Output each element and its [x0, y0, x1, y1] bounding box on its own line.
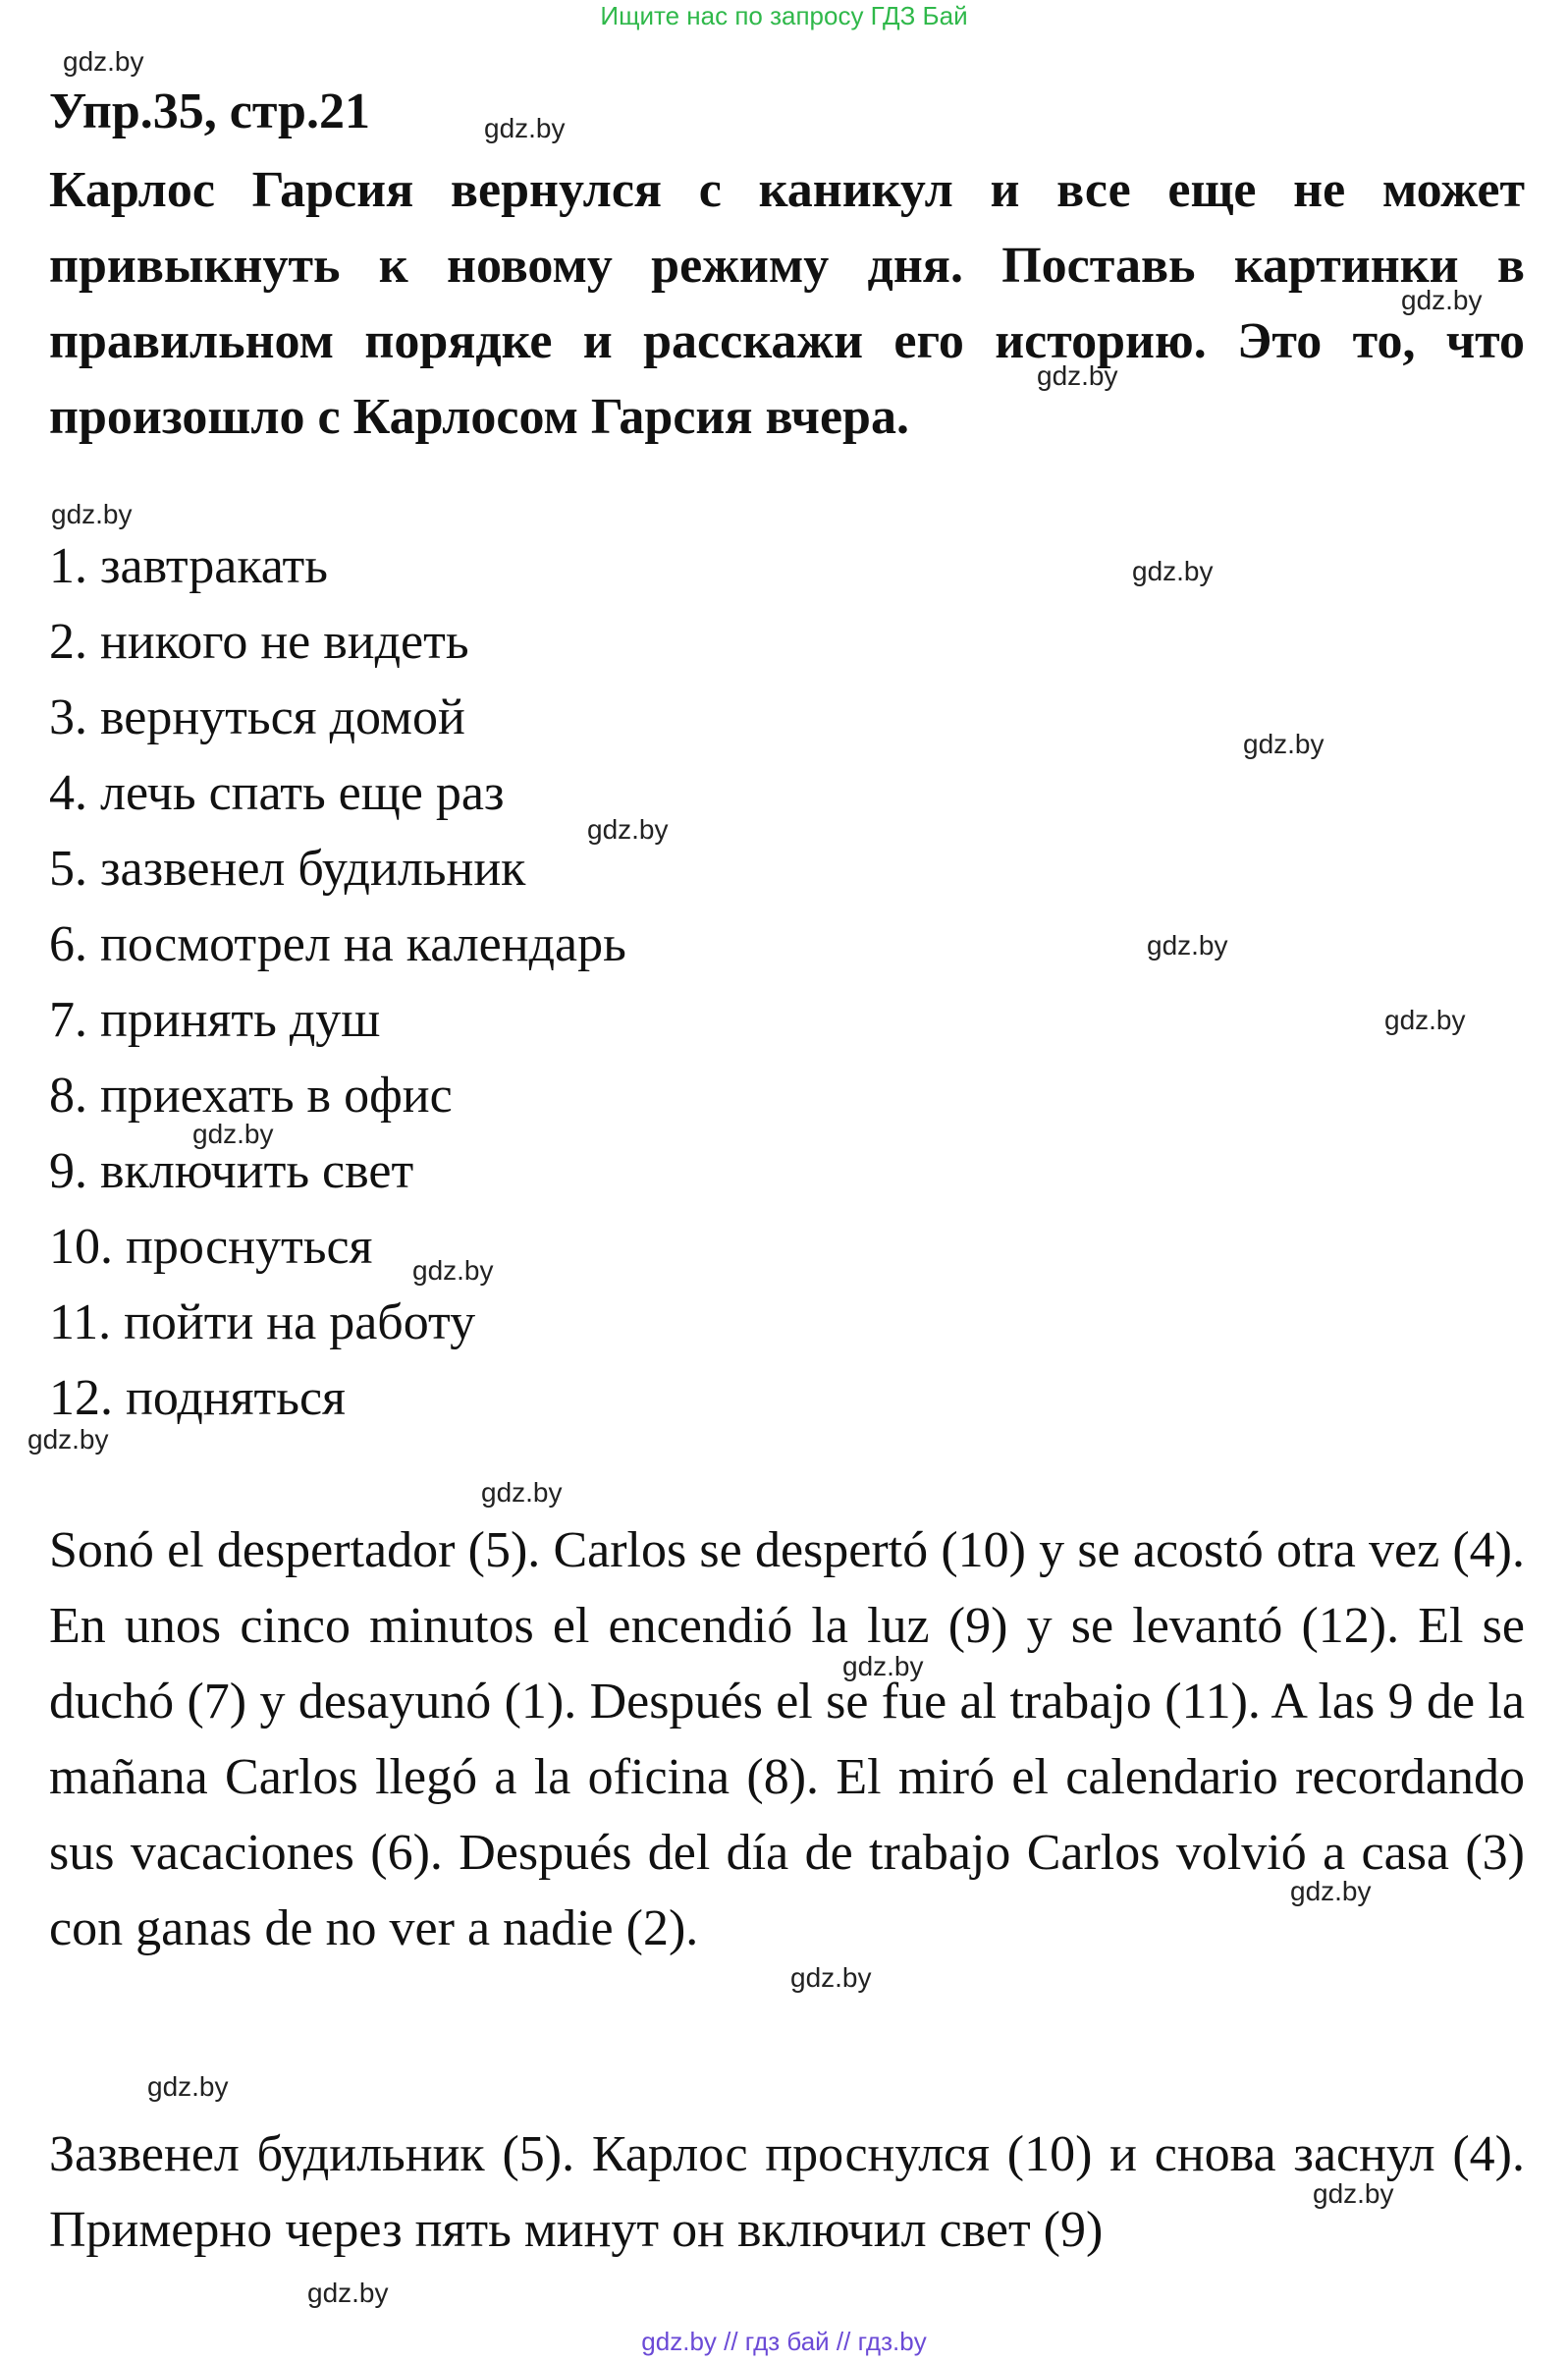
- list-item: 1. завтракать: [49, 538, 328, 594]
- watermark: gdz.by: [1290, 1876, 1372, 1906]
- watermark: gdz.by: [1243, 729, 1325, 759]
- watermark: gdz.by: [1147, 930, 1228, 961]
- watermark: gdz.by: [63, 46, 144, 77]
- list-item: 10. проснуться: [49, 1219, 373, 1275]
- list-item: 3. вернуться домой: [49, 689, 465, 745]
- header-note[interactable]: Ищите нас по запросу ГДЗ Бай: [600, 1, 968, 30]
- watermark: gdz.by: [1384, 1005, 1466, 1035]
- watermark: gdz.by: [192, 1119, 274, 1149]
- watermark: gdz.by: [27, 1424, 109, 1455]
- watermark: gdz.by: [481, 1477, 563, 1508]
- watermark: gdz.by: [484, 113, 566, 143]
- list-item: 12. подняться: [49, 1370, 346, 1426]
- list-item: 8. приехать в офис: [49, 1068, 453, 1124]
- list-item: 2. никого не видеть: [49, 614, 469, 670]
- watermark: gdz.by: [842, 1651, 924, 1681]
- watermark: gdz.by: [587, 814, 669, 845]
- spanish-paragraph: Sonó el despertador (5). Carlos se despertó (10) y se acostó otra vez (4). En unos cinco minutos el encendió la luz (9) y se levantó (12). El se duchó (7) y desayunó (1). Después el se fue al trabajo (11). A las 9 de la mañana Carlos llegó a la oficina (8). El miró el calendario recordando sus vacaciones (6). Después del día de trabajo Carlos volvió a casa (3) con ganas de no ver a nadie (2).: [49, 1522, 1525, 1956]
- list-item: 11. пойти на работу: [49, 1294, 476, 1350]
- watermark: gdz.by: [147, 2071, 229, 2102]
- exercise-title: Упр.35, стр.21: [49, 83, 370, 139]
- list-item: 9. включить свет: [49, 1143, 414, 1199]
- watermark: gdz.by: [1401, 285, 1483, 315]
- list-item: 7. принять душ: [49, 992, 381, 1048]
- list-item: 5. зазвенел будильник: [49, 841, 526, 897]
- list-item: 4. лечь спать еще раз: [49, 765, 505, 821]
- task-text: Карлос Гарсия вернулся с каникул и все еще не может привыкнуть к новому режиму дня. Поставь картинки в правильном порядке и расскажи его историю. Это то, что произошло с Карлосом Гарсия вчера.: [49, 162, 1525, 445]
- list-item: 6. посмотрел на календарь: [49, 916, 626, 972]
- action-list: [49, 528, 626, 1436]
- watermark: gdz.by: [1037, 360, 1118, 391]
- watermark: gdz.by: [790, 1962, 872, 1993]
- russian-paragraph: Зазвенел будильник (5). Карлос проснулся (10) и снова заснул (4). Примерно через пять минут он включил свет (9): [49, 2126, 1525, 2258]
- footer-note[interactable]: gdz.by // гдз бай // гдз.by: [641, 2327, 927, 2356]
- watermark: gdz.by: [1132, 556, 1214, 586]
- watermark: gdz.by: [307, 2278, 389, 2308]
- watermark: gdz.by: [51, 499, 133, 529]
- watermark: gdz.by: [412, 1255, 494, 1286]
- watermark: gdz.by: [1313, 2178, 1394, 2209]
